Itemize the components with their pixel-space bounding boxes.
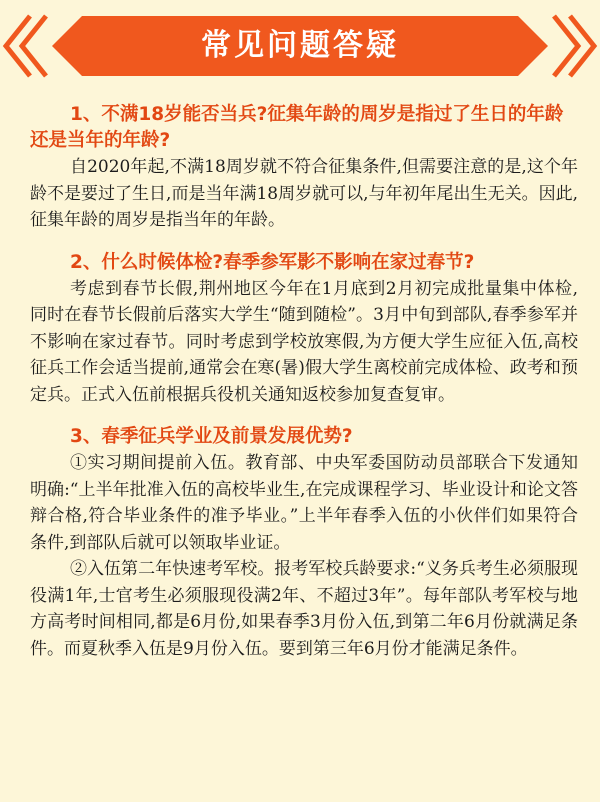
faq-section-1 [30,102,578,234]
question-title: 3、春季征兵学业及前景发展优势? [70,426,353,447]
answer-paragraph: ②入伍第二年快速考军校。报考军校兵龄要求:“义务兵考生必须服现役满1年,士官考生必须服现役满2年、不超过3年”。每年部队考军校与地方高考时间相同,都是6月份,如果春季3月份入伍,到第二年6月份就满足条件。而夏秋季入伍是9月份入伍。要到第三年6月份才能满足条件。 [30,559,578,659]
faq-section-2 [30,250,578,409]
answer-paragraph: 自2020年起,不满18周岁就不符合征集条件,但需要注意的是,这个年龄不是要过了生日,而是当年满18周岁就可以,与年初年尾出生无关。因此,征集年龄的周岁是指当年的年龄。 [30,157,578,230]
question-title: 1、不满18岁能否当兵?征集年龄的周岁是指过了生日的年龄还是当年的年龄? [30,104,564,151]
faq-content [30,102,578,662]
title-banner [0,14,600,78]
page-title: 常见问题答疑 [201,28,399,63]
answer-paragraph: 考虑到春节长假,荆州地区今年在1月底到2月初完成批量集中体检,同时在春节长假前后落实大学生“随到随检”。3月中旬到部队,春季参军并不影响在家过春节。同时考虑到学校放寒假,为方便大学生应征入伍,高校征兵工作会适当提前,通常会在寒(暑)假大学生离校前完成体检、政考和预定兵。正式入伍前根据兵役机关通知返校参加复查复审。 [30,278,578,405]
answer-paragraph: ①实习期间提前入伍。教育部、中央军委国防动员部联合下发通知明确:“上半年批准入伍的高校毕业生,在完成课程学习、毕业设计和论文答辩合格,符合毕业条件的准予毕业。”上半年春季入伍的小伙伴们如果符合条件,到部队后就可以领取毕业证。 [30,453,578,553]
faq-section-3 [30,424,578,662]
question-title: 2、什么时候体检?春季参军影不影响在家过春节? [70,251,475,273]
